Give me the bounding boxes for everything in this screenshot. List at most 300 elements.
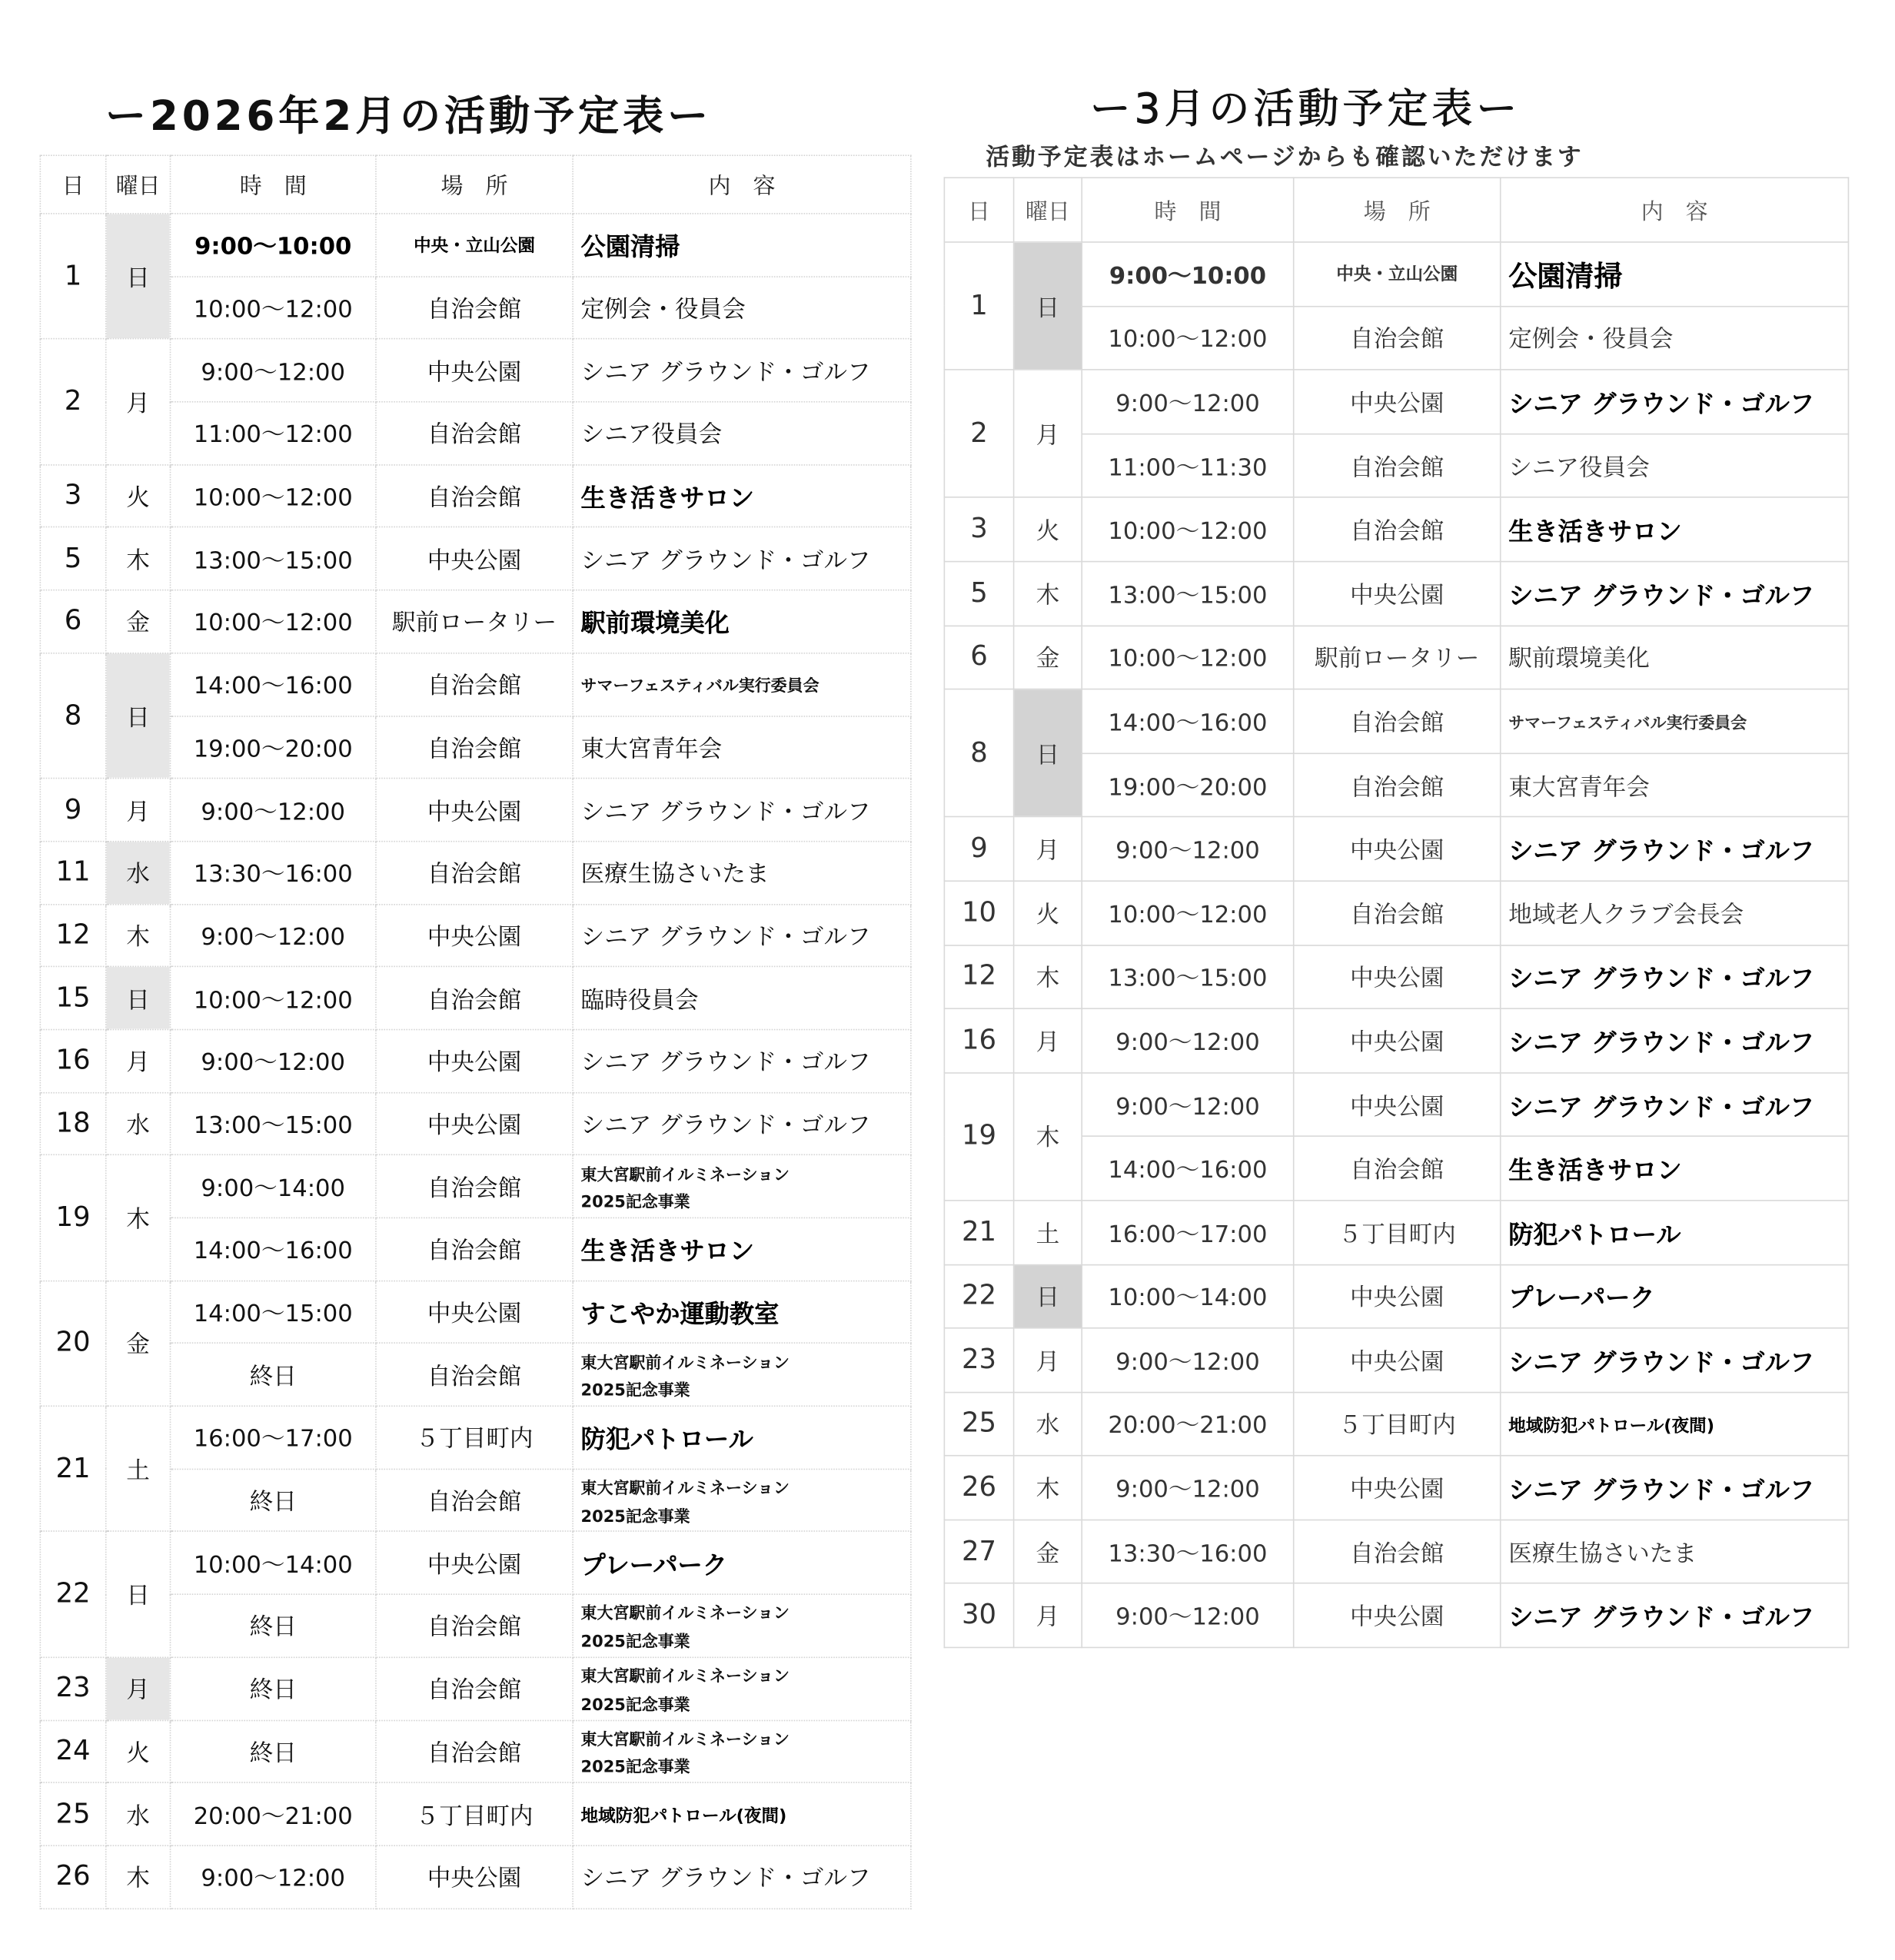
event-title: 東大宮駅前イルミネーション — [580, 1480, 790, 1499]
place-cell: 中央公園 — [1294, 1072, 1501, 1136]
time-cell: 13:00～15:00 — [171, 527, 376, 590]
event-title: シニア グラウンド・ゴルフ — [1508, 963, 1815, 994]
time-cell: 10:00～12:00 — [171, 590, 376, 653]
event-title: 駅前環境美化 — [1508, 645, 1650, 673]
event-title: サマーフェスティバル実行委員会 — [1508, 714, 1747, 733]
event-title: 東大宮駅前イルミネーション — [580, 1165, 790, 1185]
event-title: シニア グラウンド・ゴルフ — [580, 798, 871, 826]
schedule-row — [40, 779, 911, 842]
event-title: 生き活きサロン — [1508, 517, 1682, 546]
content-cell — [1501, 562, 1849, 626]
schedule-row — [40, 527, 911, 590]
february-title: ー2026年2月の活動予定表ー — [105, 91, 713, 141]
schedule-row — [40, 214, 911, 277]
schedule-row — [944, 626, 1848, 689]
time-cell: 9:00～12:00 — [1082, 1072, 1293, 1136]
february-schedule-table — [40, 154, 912, 1909]
content-cell — [573, 1532, 911, 1595]
event-title: シニア グラウンド・ゴルフ — [580, 1865, 871, 1892]
place-cell: 駅前ロータリー — [376, 590, 573, 653]
place-cell: 自治会館 — [376, 841, 573, 904]
place-cell: 自治会館 — [1294, 497, 1501, 561]
time-cell: 16:00～17:00 — [1082, 1201, 1293, 1264]
day-cell: 10 — [944, 881, 1013, 945]
event-title: 生き活きサロン — [580, 483, 755, 513]
content-cell — [1501, 434, 1849, 497]
time-cell: 9:00～10:00 — [1082, 242, 1293, 306]
day-cell: 18 — [40, 1092, 105, 1155]
event-subtitle: 2025記念事業 — [580, 1696, 690, 1715]
weekday-cell: 月 — [106, 339, 171, 464]
event-title: シニア グラウンド・ゴルフ — [580, 1048, 871, 1077]
day-cell: 5 — [40, 527, 105, 590]
time-cell: 19:00～20:00 — [171, 716, 376, 779]
header-content: 内 容 — [1501, 178, 1849, 242]
day-cell: 12 — [40, 904, 105, 967]
event-title: シニア グラウンド・ゴルフ — [1508, 1091, 1815, 1121]
schedule-row — [944, 689, 1848, 753]
place-cell: 中央公園 — [1294, 1008, 1501, 1072]
content-cell — [573, 1344, 911, 1407]
schedule-row — [944, 1264, 1848, 1328]
schedule-row — [944, 497, 1848, 561]
content-cell — [573, 1029, 911, 1092]
header-day: 日 — [40, 155, 105, 214]
time-cell: 14:00～16:00 — [1082, 689, 1293, 753]
day-cell: 19 — [40, 1155, 105, 1281]
content-cell — [1501, 1520, 1849, 1583]
day-cell: 6 — [40, 590, 105, 653]
day-cell: 8 — [944, 689, 1013, 817]
event-title: シニア グラウンド・ゴルフ — [1508, 1603, 1815, 1633]
content-cell — [573, 1092, 911, 1155]
weekday-cell: 日 — [106, 1532, 171, 1657]
place-cell: 中央・立山公園 — [1294, 242, 1501, 306]
day-cell: 15 — [40, 967, 105, 1030]
place-cell: 自治会館 — [376, 1657, 573, 1720]
time-cell: 14:00～16:00 — [171, 1218, 376, 1281]
event-title: シニア グラウンド・ゴルフ — [580, 1111, 871, 1140]
header-place: 場 所 — [1294, 178, 1501, 242]
schedule-row — [40, 841, 911, 904]
weekday-cell: 日 — [106, 653, 171, 779]
place-cell: 自治会館 — [1294, 1520, 1501, 1583]
time-cell: 9:00～12:00 — [171, 1029, 376, 1092]
place-cell: 自治会館 — [376, 716, 573, 779]
content-cell — [573, 1720, 911, 1783]
place-cell: 中央公園 — [376, 1532, 573, 1595]
event-title: 地域防犯パトロール(夜間) — [1508, 1416, 1715, 1437]
event-subtitle: 2025記念事業 — [580, 1633, 690, 1653]
schedule-row — [40, 402, 911, 465]
place-cell: ５丁目町内 — [376, 1782, 573, 1845]
weekday-cell: 金 — [1014, 1520, 1082, 1583]
place-cell: 中央公園 — [376, 779, 573, 842]
day-cell: 25 — [944, 1392, 1013, 1456]
place-cell: 自治会館 — [1294, 1137, 1501, 1201]
place-cell: 自治会館 — [376, 277, 573, 340]
weekday-cell: 土 — [106, 1406, 171, 1531]
content-cell — [573, 904, 911, 967]
content-cell — [573, 1782, 911, 1845]
day-cell: 16 — [944, 1008, 1013, 1072]
schedule-row — [40, 967, 911, 1030]
header-time: 時 間 — [171, 155, 376, 214]
day-cell: 2 — [40, 339, 105, 464]
content-cell — [1501, 1137, 1849, 1201]
schedule-row — [40, 1594, 911, 1657]
event-title: 定例会・役員会 — [580, 296, 746, 324]
time-cell: 10:00～14:00 — [1082, 1264, 1293, 1328]
time-cell: 13:00～15:00 — [1082, 945, 1293, 1008]
weekday-cell: 木 — [106, 1155, 171, 1281]
event-title: シニア グラウンド・ゴルフ — [1508, 388, 1815, 419]
event-title: 公園清掃 — [1508, 261, 1623, 294]
schedule-row — [40, 1532, 911, 1595]
place-cell: 中央公園 — [376, 339, 573, 402]
content-cell — [1501, 1392, 1849, 1456]
content-cell — [573, 1218, 911, 1281]
header-weekday: 曜日 — [106, 155, 171, 214]
place-cell: 中央公園 — [376, 1092, 573, 1155]
day-cell: 22 — [944, 1264, 1013, 1328]
schedule-row — [40, 1782, 911, 1845]
schedule-row — [944, 1008, 1848, 1072]
content-cell — [573, 716, 911, 779]
schedule-row — [944, 1072, 1848, 1136]
content-cell — [1501, 945, 1849, 1008]
event-subtitle: 2025記念事業 — [580, 1382, 690, 1401]
event-title: すこやか運動教室 — [580, 1298, 780, 1329]
content-cell — [1501, 370, 1849, 434]
place-cell: 自治会館 — [376, 1594, 573, 1657]
event-title: シニア役員会 — [1508, 453, 1650, 481]
event-title: 医療生協さいたま — [580, 860, 770, 889]
time-cell: 10:00～12:00 — [1082, 306, 1293, 370]
time-cell: 9:00～12:00 — [171, 1845, 376, 1909]
march-title: ー3月の活動予定表ー — [1089, 84, 1521, 133]
weekday-cell: 金 — [106, 590, 171, 653]
time-cell: 9:00～10:00 — [171, 214, 376, 277]
weekday-cell: 月 — [106, 779, 171, 842]
time-cell: 10:00～12:00 — [171, 967, 376, 1030]
event-title: シニア グラウンド・ゴルフ — [580, 923, 871, 952]
place-cell: 中央公園 — [1294, 1328, 1501, 1392]
weekday-cell: 土 — [1014, 1201, 1082, 1264]
schedule-row — [40, 465, 911, 528]
schedule-row — [40, 1218, 911, 1281]
place-cell: 中央・立山公園 — [376, 214, 573, 277]
schedule-row — [944, 242, 1848, 306]
event-title: 駅前環境美化 — [580, 608, 730, 639]
event-title: 東大宮駅前イルミネーション — [580, 1354, 790, 1374]
day-cell: 6 — [944, 626, 1013, 689]
time-cell: 20:00～21:00 — [1082, 1392, 1293, 1456]
schedule-row — [944, 1392, 1848, 1456]
weekday-cell: 水 — [106, 1782, 171, 1845]
place-cell: 中央公園 — [1294, 1264, 1501, 1328]
weekday-cell: 火 — [1014, 497, 1082, 561]
schedule-row — [944, 370, 1848, 434]
time-cell: 10:00～12:00 — [1082, 881, 1293, 945]
event-title: シニア グラウンド・ゴルフ — [580, 358, 871, 387]
weekday-cell: 水 — [1014, 1392, 1082, 1456]
content-cell — [1501, 881, 1849, 945]
day-cell: 21 — [40, 1406, 105, 1531]
weekday-cell: 木 — [1014, 1456, 1082, 1520]
time-cell: 10:00～12:00 — [1082, 626, 1293, 689]
place-cell: 自治会館 — [1294, 306, 1501, 370]
time-cell: 11:00～11:30 — [1082, 434, 1293, 497]
header-day: 日 — [944, 178, 1013, 242]
march-schedule-table — [944, 177, 1850, 1648]
place-cell: 自治会館 — [376, 1344, 573, 1407]
event-title: 防犯パトロール — [1508, 1219, 1681, 1250]
content-cell — [1501, 1072, 1849, 1136]
day-cell: 20 — [40, 1281, 105, 1406]
header-place: 場 所 — [376, 155, 573, 214]
day-cell: 3 — [40, 465, 105, 528]
content-cell — [573, 214, 911, 277]
schedule-row — [40, 590, 911, 653]
time-cell: 9:00～12:00 — [1082, 1328, 1293, 1392]
weekday-cell: 月 — [1014, 1328, 1082, 1392]
place-cell: 自治会館 — [376, 1720, 573, 1783]
event-title: 地域老人クラブ会長会 — [1508, 901, 1744, 929]
weekday-cell: 火 — [106, 465, 171, 528]
event-title: シニア グラウンド・ゴルフ — [1508, 1347, 1815, 1377]
place-cell: 中央公園 — [376, 527, 573, 590]
event-title: 東大宮駅前イルミネーション — [580, 1730, 790, 1750]
content-cell — [573, 402, 911, 465]
event-title: 東大宮青年会 — [580, 735, 723, 763]
day-cell: 23 — [944, 1328, 1013, 1392]
weekday-cell: 月 — [1014, 370, 1082, 497]
day-cell: 3 — [944, 497, 1013, 561]
weekday-cell: 水 — [106, 841, 171, 904]
content-cell — [1501, 1201, 1849, 1264]
schedule-row — [944, 562, 1848, 626]
place-cell: 自治会館 — [376, 1155, 573, 1218]
place-cell: 中央公園 — [1294, 1583, 1501, 1647]
place-cell: 自治会館 — [376, 967, 573, 1030]
place-cell: 自治会館 — [376, 465, 573, 528]
day-cell: 21 — [944, 1201, 1013, 1264]
place-cell: 中央公園 — [376, 1281, 573, 1344]
march-subtitle: 活動予定表はホームページからも確認いただけます — [986, 143, 1584, 171]
schedule-row — [40, 1281, 911, 1344]
schedule-row — [944, 1456, 1848, 1520]
schedule-row — [40, 1344, 911, 1407]
event-subtitle: 2025記念事業 — [580, 1194, 690, 1213]
content-cell — [573, 1657, 911, 1720]
schedule-row — [40, 339, 911, 402]
event-title: 東大宮駅前イルミネーション — [580, 1668, 790, 1687]
weekday-cell: 月 — [106, 1029, 171, 1092]
weekday-cell: 木 — [106, 904, 171, 967]
place-cell: 中央公園 — [1294, 562, 1501, 626]
time-cell: 9:00～12:00 — [1082, 1583, 1293, 1647]
content-cell — [573, 1594, 911, 1657]
schedule-row — [40, 1845, 911, 1909]
schedule-row — [944, 1201, 1848, 1264]
content-cell — [573, 1281, 911, 1344]
time-cell: 10:00～12:00 — [1082, 497, 1293, 561]
weekday-cell: 日 — [106, 214, 171, 339]
weekday-cell: 木 — [106, 527, 171, 590]
schedule-row — [40, 277, 911, 340]
event-title: 定例会・役員会 — [1508, 326, 1674, 354]
place-cell: ５丁目町内 — [1294, 1392, 1501, 1456]
day-cell: 11 — [40, 841, 105, 904]
day-cell: 19 — [944, 1072, 1013, 1200]
schedule-row — [40, 653, 911, 716]
content-cell — [573, 1406, 911, 1469]
day-cell: 22 — [40, 1532, 105, 1657]
day-cell: 2 — [944, 370, 1013, 497]
time-cell: 20:00～21:00 — [171, 1782, 376, 1845]
content-cell — [1501, 1264, 1849, 1328]
weekday-cell: 金 — [106, 1281, 171, 1406]
weekday-cell: 月 — [1014, 817, 1082, 881]
time-cell: 9:00～12:00 — [171, 779, 376, 842]
day-cell: 16 — [40, 1029, 105, 1092]
day-cell: 1 — [40, 214, 105, 339]
time-cell: 終日 — [171, 1594, 376, 1657]
content-cell — [573, 653, 911, 716]
content-cell — [573, 1845, 911, 1909]
weekday-cell: 木 — [1014, 1072, 1082, 1200]
time-cell: 9:00～12:00 — [1082, 1008, 1293, 1072]
content-cell — [573, 967, 911, 1030]
day-cell: 12 — [944, 945, 1013, 1008]
day-cell: 25 — [40, 1782, 105, 1845]
content-cell — [573, 527, 911, 590]
weekday-cell: 火 — [1014, 881, 1082, 945]
time-cell: 13:00～15:00 — [1082, 562, 1293, 626]
schedule-row — [40, 1155, 911, 1218]
time-cell: 16:00～17:00 — [171, 1406, 376, 1469]
event-title: プレーパーク — [580, 1550, 727, 1580]
place-cell: 中央公園 — [1294, 817, 1501, 881]
schedule-row — [40, 1469, 911, 1532]
time-cell: 13:30～16:00 — [171, 841, 376, 904]
event-title: 東大宮駅前イルミネーション — [580, 1605, 790, 1624]
event-title: シニア グラウンド・ゴルフ — [1508, 835, 1815, 866]
weekday-cell: 金 — [1014, 626, 1082, 689]
day-cell: 9 — [944, 817, 1013, 881]
weekday-cell: 日 — [1014, 689, 1082, 817]
content-cell — [573, 277, 911, 340]
day-cell: 8 — [40, 653, 105, 779]
time-cell: 11:00～12:00 — [171, 402, 376, 465]
place-cell: 自治会館 — [376, 402, 573, 465]
event-subtitle: 2025記念事業 — [580, 1759, 690, 1778]
event-title: シニア グラウンド・ゴルフ — [1508, 1474, 1815, 1505]
content-cell — [1501, 753, 1849, 817]
event-title: 医療生協さいたま — [1508, 1540, 1697, 1567]
weekday-cell: 木 — [1014, 562, 1082, 626]
event-title: 生き活きサロン — [580, 1236, 755, 1266]
day-cell: 26 — [944, 1456, 1013, 1520]
event-subtitle: 2025記念事業 — [580, 1507, 690, 1526]
weekday-cell: 木 — [106, 1845, 171, 1909]
place-cell: 自治会館 — [1294, 434, 1501, 497]
place-cell: 自治会館 — [1294, 753, 1501, 817]
content-cell — [573, 590, 911, 653]
schedule-row — [40, 1092, 911, 1155]
time-cell: 終日 — [171, 1720, 376, 1783]
content-cell — [1501, 626, 1849, 689]
place-cell: 駅前ロータリー — [1294, 626, 1501, 689]
weekday-cell: 日 — [1014, 242, 1082, 370]
content-cell — [573, 465, 911, 528]
event-title: 生き活きサロン — [1508, 1155, 1682, 1185]
event-title: 臨時役員会 — [580, 986, 699, 1014]
weekday-cell: 火 — [106, 1720, 171, 1783]
schedule-row — [944, 881, 1848, 945]
time-cell: 13:00～15:00 — [171, 1092, 376, 1155]
time-cell: 終日 — [171, 1469, 376, 1532]
content-cell — [573, 1155, 911, 1218]
weekday-cell: 月 — [1014, 1583, 1082, 1647]
time-cell: 10:00～14:00 — [171, 1532, 376, 1595]
day-cell: 30 — [944, 1583, 1013, 1647]
content-cell — [1501, 689, 1849, 753]
weekday-cell: 水 — [106, 1092, 171, 1155]
event-title: シニア グラウンド・ゴルフ — [1508, 580, 1815, 610]
content-cell — [1501, 242, 1849, 306]
day-cell: 23 — [40, 1657, 105, 1720]
weekday-cell: 日 — [106, 967, 171, 1030]
weekday-cell: 木 — [1014, 945, 1082, 1008]
schedule-row — [40, 904, 911, 967]
content-cell — [1501, 1328, 1849, 1392]
place-cell: 中央公園 — [376, 904, 573, 967]
weekday-cell: 月 — [1014, 1008, 1082, 1072]
event-title: シニア グラウンド・ゴルフ — [580, 546, 871, 575]
schedule-row — [944, 945, 1848, 1008]
time-cell: 10:00～12:00 — [171, 465, 376, 528]
schedule-row — [944, 817, 1848, 881]
time-cell: 終日 — [171, 1344, 376, 1407]
time-cell: 19:00～20:00 — [1082, 753, 1293, 817]
place-cell: 中央公園 — [1294, 370, 1501, 434]
content-cell — [573, 1469, 911, 1532]
header-content: 内 容 — [573, 155, 911, 214]
place-cell: 自治会館 — [1294, 881, 1501, 945]
time-cell: 13:30～16:00 — [1082, 1520, 1293, 1583]
time-cell: 9:00～14:00 — [171, 1155, 376, 1218]
time-cell: 9:00～12:00 — [1082, 817, 1293, 881]
content-cell — [1501, 817, 1849, 881]
place-cell: 自治会館 — [376, 653, 573, 716]
event-title: 防犯パトロール — [580, 1424, 753, 1454]
time-cell: 10:00～12:00 — [171, 277, 376, 340]
content-cell — [1501, 1583, 1849, 1647]
schedule-row — [40, 1720, 911, 1783]
header-row — [40, 155, 911, 214]
day-cell: 1 — [944, 242, 1013, 370]
place-cell: 中央公園 — [376, 1845, 573, 1909]
place-cell: 中央公園 — [1294, 945, 1501, 1008]
day-cell: 9 — [40, 779, 105, 842]
schedule-row — [40, 1029, 911, 1092]
content-cell — [1501, 306, 1849, 370]
header-time: 時 間 — [1082, 178, 1293, 242]
time-cell: 9:00～12:00 — [171, 339, 376, 402]
event-title: プレーパーク — [1508, 1283, 1655, 1314]
